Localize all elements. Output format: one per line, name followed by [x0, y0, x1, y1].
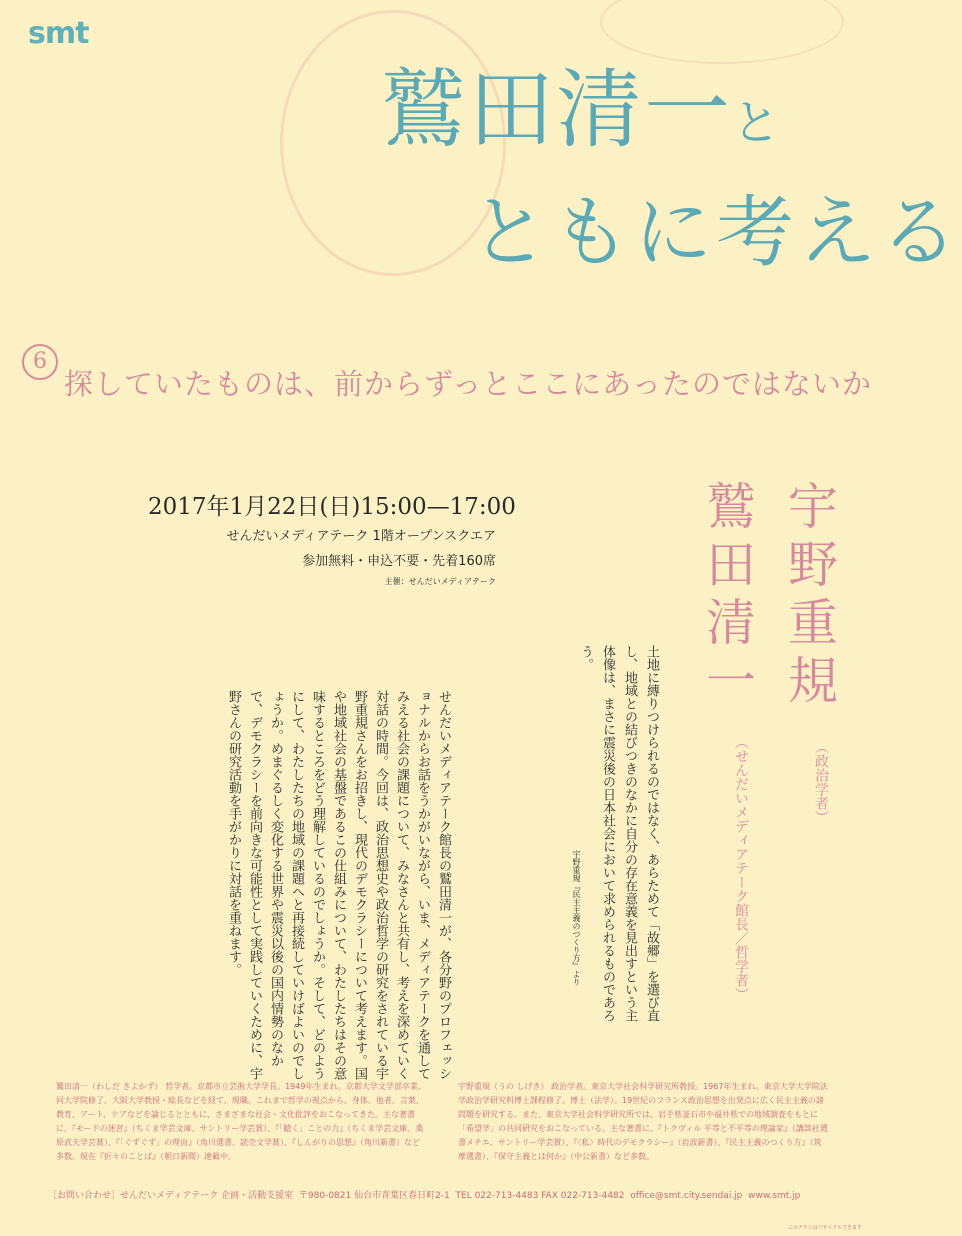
contact-footer [48, 1188, 848, 1201]
main-title-line2: ともに考える [470, 188, 962, 278]
bio-uno: 宇野重規（うの しげき） 政治学者。東京大学社会科学研究所教授。1967年生まれ。東京大学大学院法学政治学研究科博士課程修了。博士（法学）。19世紀のフランス政治思想を出発点に広く民主主義の諸問題を研究する。また、東京大学社会科学研究所では、岩手県釜石市や福井県での地域調査をもとに「希望学」の共同研究をおこなっている。主な著書に、『トクヴィル 平等と不平等の理論家』（講談社選書メチエ、サントリー学芸賞）、『〈私〉時代のデモクラシー』（岩波新書）、『民主主義のつくり方』（筑摩選書）、『保守主義とは何か』（中公新書）など多数。 [458, 1082, 828, 1161]
smt-logo: smt [28, 16, 89, 51]
event-entry-info: 参加無料・申込不要・先着160席 [302, 554, 496, 569]
speaker-name-uno: 宇野重規 [780, 480, 838, 712]
speaker-role-uno: （政治学者） [813, 740, 829, 824]
speaker-name-washida: 鷲田清一 [698, 480, 756, 712]
recycle-note: このチラシはリサイクルできます [787, 1225, 862, 1231]
event-description: せんだいメディアテーク館長の鷲田清一が、各分野のプロフェッショナルからお話をうかがいながら、いま、メディアテークを通してみえる社会の課題について、みなさんと共有し、考えを深めていく対話の時間。今回は、政治思想史や政治哲学の研究をされている宇野重規さんをお招きし、現代のデモクラシーについて考えます。国や地域社会の基盤であるこの仕組みについて、わたしたちはその意味するところをどう理解しているのでしょうか。そして、どのようにして、わたしたちの地域の課題へと再接続していけばよいのでしょうか。めまぐるしく変化する世界や震災以後の国内情勢のなかで、デモクラシーを前向きな可能性として実践していくために、宇野さんの研究活動を手がかりに対話を重ねます。 [226, 690, 451, 1080]
bio-washida: 鷲田清一（わしだ きよかず） 哲学者。京都市立芸術大学学長。1949年生まれ。京都大学文学部卒業、同大学院修了。大阪大学教授・総長などを経て、現職。これまで哲学の視点から、身体、他者、言葉、教育、アート、ケアなどを論じるとともに、さまざまな社会・文化批評をおこなってきた。主な著書に、『モードの迷宮』（ちくま学芸文庫、サントリー学芸賞）、『「聴く」ことの力』（ちくま学芸文庫、桑原武夫学芸賞）、『「ぐずぐず」の理由』（角川選書、読売文学賞）、『しんがりの思想』（角川新書）など多数。現在『折々のことば』（朝日新聞）連載中。 [56, 1082, 426, 1161]
event-venue: せんだいメディアテーク 1階オープンスクエア [226, 529, 496, 544]
main-title-line1 [380, 40, 782, 164]
episode-number-badge: 6 [22, 344, 58, 380]
contact-tel-fax: TEL 022-713-4483 FAX 022-713-4482 [455, 1191, 625, 1201]
contact-email-link[interactable]: office@smt.city.sendai.jp [630, 1191, 743, 1201]
title-particle: と [732, 95, 783, 151]
title-name: 鷲田清一 [380, 60, 732, 160]
contact-label: ［お問い合わせ］せんだいメディアテーク 企画・活動支援室 [48, 1191, 294, 1201]
episode-subtitle: 探していたものは、前からずっとここにあったのではないか [64, 367, 872, 401]
contact-address: 〒980-0821 仙台市青葉区春日町2-1 [298, 1191, 450, 1201]
event-host: 主催：せんだいメディアテーク [384, 577, 496, 586]
speaker-role-washida: （せんだいメディアテーク館長／哲学者） [733, 735, 749, 1001]
event-date: 2017年1月22日(日)15:00—17:00 [148, 494, 516, 520]
quote-text: 土地に縛りつけられるのではなく、あらためて「故郷」を選び直し、地域との結びつきのなかに自分の存在意義を見出すという主体像は、まさに震災後の日本社会において求められるものであろう。 [578, 645, 659, 1022]
website-link[interactable]: www.smt.jp [748, 1191, 801, 1201]
quote-source: 宇野重規『民主主義のつくり方』より [572, 850, 581, 986]
